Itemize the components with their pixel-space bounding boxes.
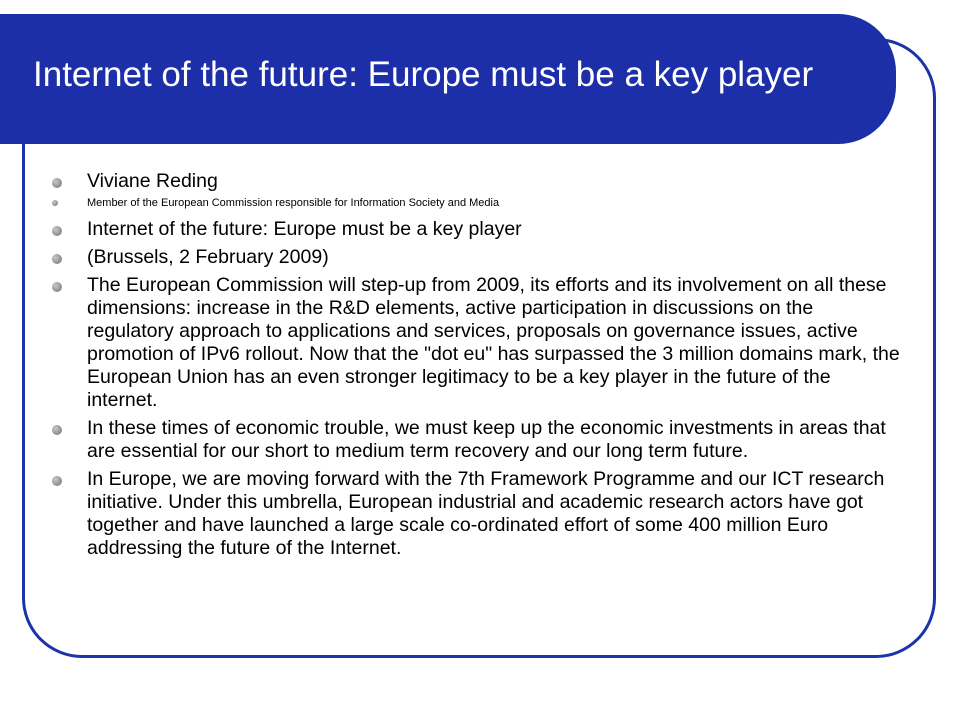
- bullet-text: Viviane Reding: [87, 170, 218, 192]
- bullet-text: Member of the European Commission responsible for Information Society and Media: [87, 197, 500, 209]
- bullet-dot-icon: [52, 178, 62, 188]
- bullet-dot-icon: [52, 282, 62, 292]
- bullet-item: [52, 274, 900, 412]
- bullet-dot-icon: [52, 200, 58, 206]
- bullet-dot-icon: [52, 476, 62, 486]
- bullet-item: [52, 170, 900, 193]
- bullet-text: Internet of the future: Europe must be a key player: [87, 218, 522, 240]
- bullet-item: [52, 417, 900, 463]
- bullet-item: [52, 196, 900, 210]
- bullet-item: [52, 218, 900, 241]
- slide-title: Internet of the future: Europe must be a key player: [33, 55, 814, 94]
- bullet-dot-icon: [52, 254, 62, 264]
- bullet-text: (Brussels, 2 February 2009): [87, 246, 329, 268]
- bullet-list: [52, 170, 900, 565]
- bullet-dot-icon: [52, 226, 62, 236]
- bullet-text: The European Commission will step-up from 2009, its efforts and its involvement on all these dimensions: increase in the R&D elements, active participation in discussions on the regulatory approach to applications and services, proposals on governance issues, active promotion of IPv6 rollout. Now that the "dot eu" has surpassed the 3 million domains mark, the European Union has an even stronger legitimacy to be a key player in the future of the internet.: [87, 274, 900, 411]
- bullet-text: In these times of economic trouble, we must keep up the economic investments in areas that are essential for our short to medium term recovery and our long term future.: [87, 417, 886, 462]
- bullet-item: [52, 468, 900, 560]
- bullet-dot-icon: [52, 425, 62, 435]
- bullet-item: [52, 246, 900, 269]
- bullet-text: In Europe, we are moving forward with the 7th Framework Programme and our ICT research initiative. Under this umbrella, European industrial and academic research actors have got together and have launched a large scale co-ordinated effort of some 400 million Euro addressing the future of the Internet.: [87, 468, 885, 559]
